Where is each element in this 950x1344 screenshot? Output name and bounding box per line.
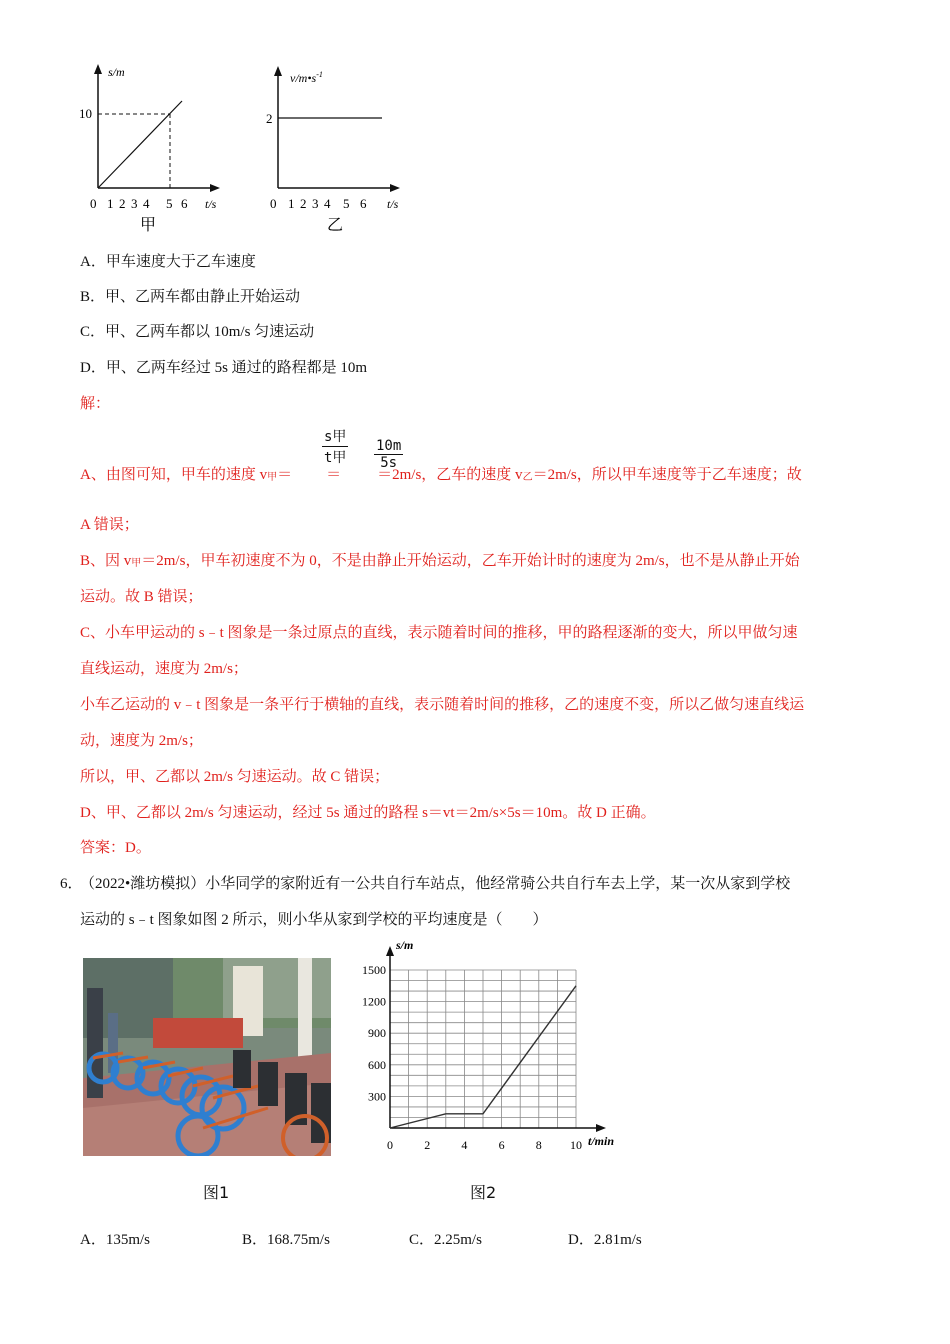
x-tick-labels [90,196,188,211]
solution-a-line1: A、由图可知，甲车的速度 v甲＝ ＝ ＝2m/s，乙车的速度 v乙＝2m/s，所以甲车速度等于乙车速度；故 [80,467,802,483]
x-tick-1: 1 [288,196,295,211]
q6-option-c: C．2.25m/s [409,1232,482,1248]
q5-option-d: D．甲、乙两车经过 5s 通过的路程都是 10m [80,360,368,376]
chart-y-tick-label: 600 [368,1057,386,1072]
figure2-caption: 图2 [470,1183,497,1202]
q5-option-b: B．甲、乙两车都由静止开始运动 [80,289,301,305]
y-axis-label: $v/m•s^{-1}$ [290,70,323,85]
q6-number: 6． [60,876,83,892]
y-axis-arrow [94,64,102,74]
solution-b-line1: B、因 v甲＝2m/s，甲车初速度不为 0，不是由静止开始运动，乙车开始计时的速度为 2m/s，也不是从静止开始 [80,553,800,569]
solution-a-line2: A 错误； [80,517,139,533]
chart-x-tick-label: 6 [498,1138,505,1152]
chart-x-tick-label: 2 [424,1138,431,1152]
x-tick-1: 1 [107,196,114,211]
q6-stem-line1: （2022•潍坊模拟）小华同学的家附近有一公共自行车站点，他经常骑公共自行车去上学，某一次从家到学校 [80,876,791,892]
x-tick-2: 2 [300,196,307,211]
q5-option-c: C．甲、乙两车都以 10m/s 匀速运动 [80,324,315,340]
x-tick-2: 2 [119,196,126,211]
solution-c-line3: 小车乙运动的 v﹣t 图象是一条平行于横轴的直线，表示随着时间的推移，乙的速度不变，所以乙做匀速直线运 [80,697,805,713]
q6-option-b: B．168.75m/s [242,1232,330,1248]
x-tick-3: 3 [131,196,138,211]
graph-yi [250,60,420,240]
bike-station-photo [83,958,331,1156]
x-axis-arrow [210,184,220,192]
chart-y-tick-label: 1200 [362,994,386,1009]
x-tick-0: 0 [270,196,277,211]
x-axis-label: t/s [387,197,399,211]
x-tick-6: 6 [360,196,367,211]
x-tick-4: 4 [143,196,150,211]
solution-c-line2: 直线运动，速度为 2m/s； [80,661,248,677]
graph-caption: 甲 [140,217,157,234]
x-axis-arrow [390,184,400,192]
q5-option-a: A．甲车速度大于乙车速度 [80,254,256,270]
chart-x-tick-label: 10 [570,1138,582,1152]
q6-stem-line2: 运动的 s﹣t 图象如图 2 所示，则小华从家到学校的平均速度是（ ） [80,912,548,928]
x-tick-6: 6 [181,196,188,211]
solution-c-line5: 所以，甲、乙都以 2m/s 匀速运动。故 C 错误； [80,769,390,785]
chart-x-axis-arrow [596,1124,606,1132]
fraction-10m-over-5s: 10m 5s [376,438,402,471]
x-tick-5: 5 [166,196,173,211]
y-tick-label: 10 [79,106,92,121]
solution-b-line2: 运动。故 B 错误； [80,589,203,605]
solution-d-line: D、甲、乙都以 2m/s 匀速运动，经过 5s 通过的路程 s＝vt＝2m/s×5s＝10m。故 D 正确。 [80,805,656,821]
chart-x-tick-label: 8 [535,1138,542,1152]
chart-y-tick-label: 1500 [362,963,386,977]
solution-c-line1: C、小车甲运动的 s﹣t 图象是一条过原点的直线，表示随着时间的推移，甲的路程逐渐的变大，所以甲做匀速 [80,625,798,641]
q6-option-a: A．135m/s [80,1232,151,1248]
y-axis-arrow [274,66,282,76]
chart-axes [386,946,606,1132]
chart-grid [390,970,576,1128]
chart-y-axis-label: s/m [396,938,414,952]
solution-c-line4: 动，速度为 2m/s； [80,733,203,749]
x-tick-labels [270,196,367,211]
x-tick-5: 5 [343,196,350,211]
x-tick-0: 0 [90,196,97,211]
chart-y-axis-arrow [386,946,394,956]
x-tick-4: 4 [324,196,331,211]
chart-y-tick-label: 300 [368,1089,386,1104]
chart-x-axis-label: t/min [588,1134,615,1148]
chart-x-tick-label: 0 [387,1138,393,1152]
x-axis-label: t/s [205,197,217,211]
fraction-s-over-t: s甲 t甲 [324,429,347,466]
chart-y-tick-label: 900 [368,1026,386,1041]
graph-jia [70,60,240,240]
figure1-caption: 图1 [203,1183,230,1202]
solution-label: 解： [80,396,111,412]
answer-line: 答案：D。 [80,840,151,856]
y-axis-label: s/m [108,65,125,79]
q6-option-d: D．2.81m/s [568,1232,642,1248]
chart-x-tick-label: 4 [461,1138,468,1152]
y-tick-label: 2 [266,111,273,126]
x-tick-3: 3 [312,196,319,211]
st-chart [350,935,630,1175]
graph-caption: 乙 [327,217,344,234]
